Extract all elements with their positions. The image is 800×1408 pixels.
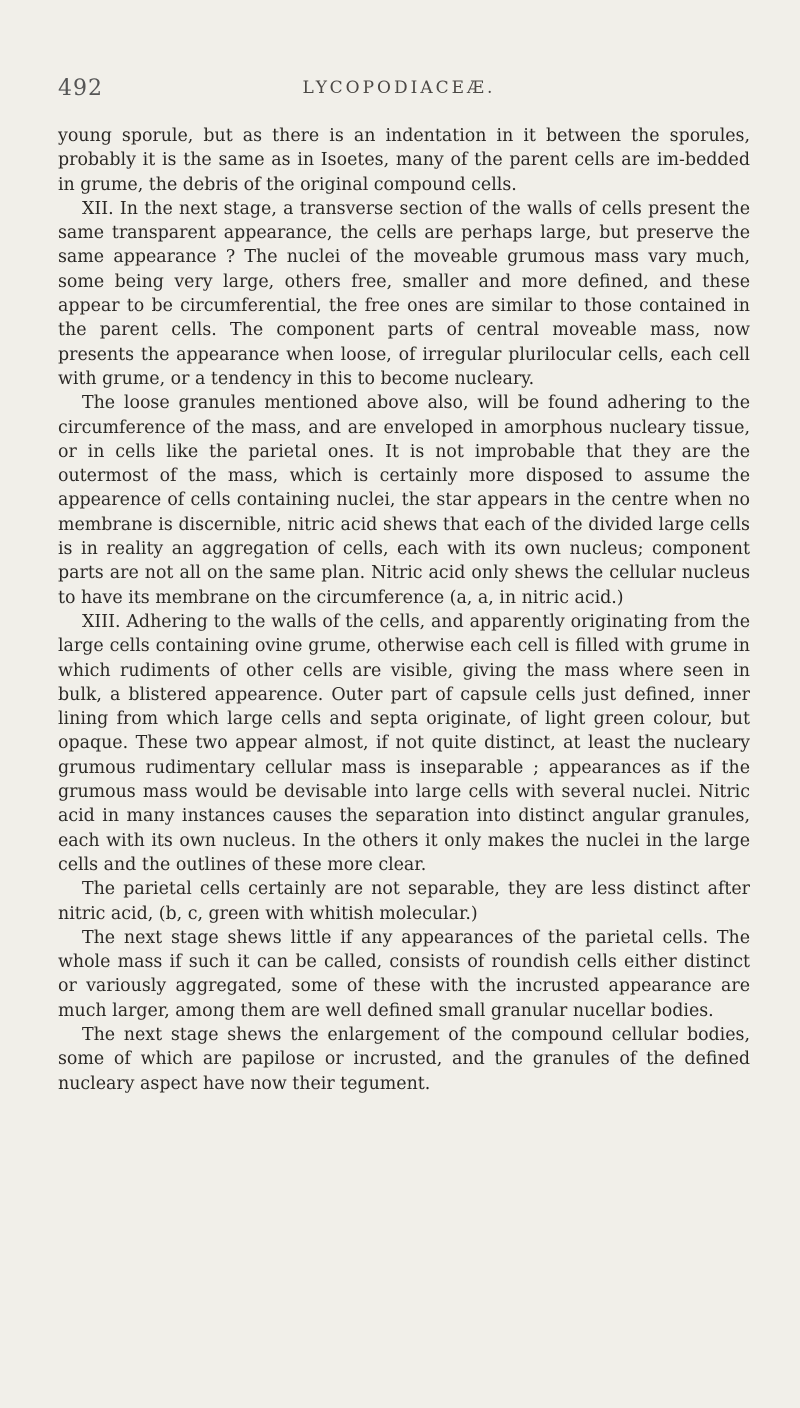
paragraph-continuation: young sporule, but as there is an indentation in it between the sporules, probably it is the same as in Isoetes, many of the parent cells are im-bedded in grume, the debris of the original compound cells. [58,126,750,195]
paragraph-next-stage: The next stage shews little if any appearances of the parietal cells. The whole mass if such it can be called, consists of roundish cells either distinct or variously aggregated, some of these with the incrusted appearance are much larger, among them are well defined small granular nucellar bodies. [58,927,750,1021]
page-header [58,76,740,106]
body-text [58,124,750,1096]
paragraph-enlargement: The next stage shews the enlargement of the compound cellular bodies, some of which are papilose or incrusted, and the granules of the defined nucleary aspect have now their tegument. [58,1024,750,1094]
running-title: LYCOPODIACEÆ. [302,78,496,98]
paragraph-section-xii: XII. In the next stage, a transverse section of the walls of cells present the same transparent appearance, the cells are perhaps large, but preserve the same appearance ? The nuclei of the moveable grumous mass vary much, some being very large, others free, smaller and more defined, and these appear to be circumferential, the free ones are similar to those contained in the parent cells. The component parts of central moveable mass, now presents the appearance when loose, of irregular plurilocular cells, each cell with grume, or a tendency in this to become nucleary. [58,198,750,389]
paragraph-parietal-cells: The parietal cells certainly are not separable, they are less distinct after nitric acid, (b, c, green with whitish molecular.) [58,879,750,924]
paragraph-section-xiii: XIII. Adhering to the walls of the cells, and apparently originating from the large cells containing ovine grume, otherwise each cell is filled with grume in which rudiments of other cells are visible, giving the mass where seen in bulk, a blistered appearence. Outer part of capsule cells just defined, inner lining from which large cells and septa originate, of light green colour, but opaque. These two appear almost, if not quite distinct, at least the nucleary grumous rudimentary cellular mass is inseparable ; appearances as if the grumous mass would be devisable into large cells with several nuclei. Nitric acid in many instances causes the separation into distinct angular granules, each with its own nucleus. In the others it only makes the nuclei in the large cells and the outlines of these more clear. [58,611,750,875]
page-number: 492 [58,76,103,101]
paragraph-loose-granules: The loose granules mentioned above also, will be found adhering to the circumference of the mass, and are enveloped in amorphous nucleary tissue, or in cells like the parietal ones. It is not improbable that they are the outermost of the mass, which is certainly more disposed to assume the appearence of cells containing nuclei, the star appears in the centre when no membrane is discernible, nitric acid shews that each of the divided large cells is in reality an aggregation of cells, each with its own nucleus; component parts are not all on the same plan. Nitric acid only shews the cellular nucleus to have its membrane on the circumference (a, a, in nitric acid.) [58,393,750,608]
